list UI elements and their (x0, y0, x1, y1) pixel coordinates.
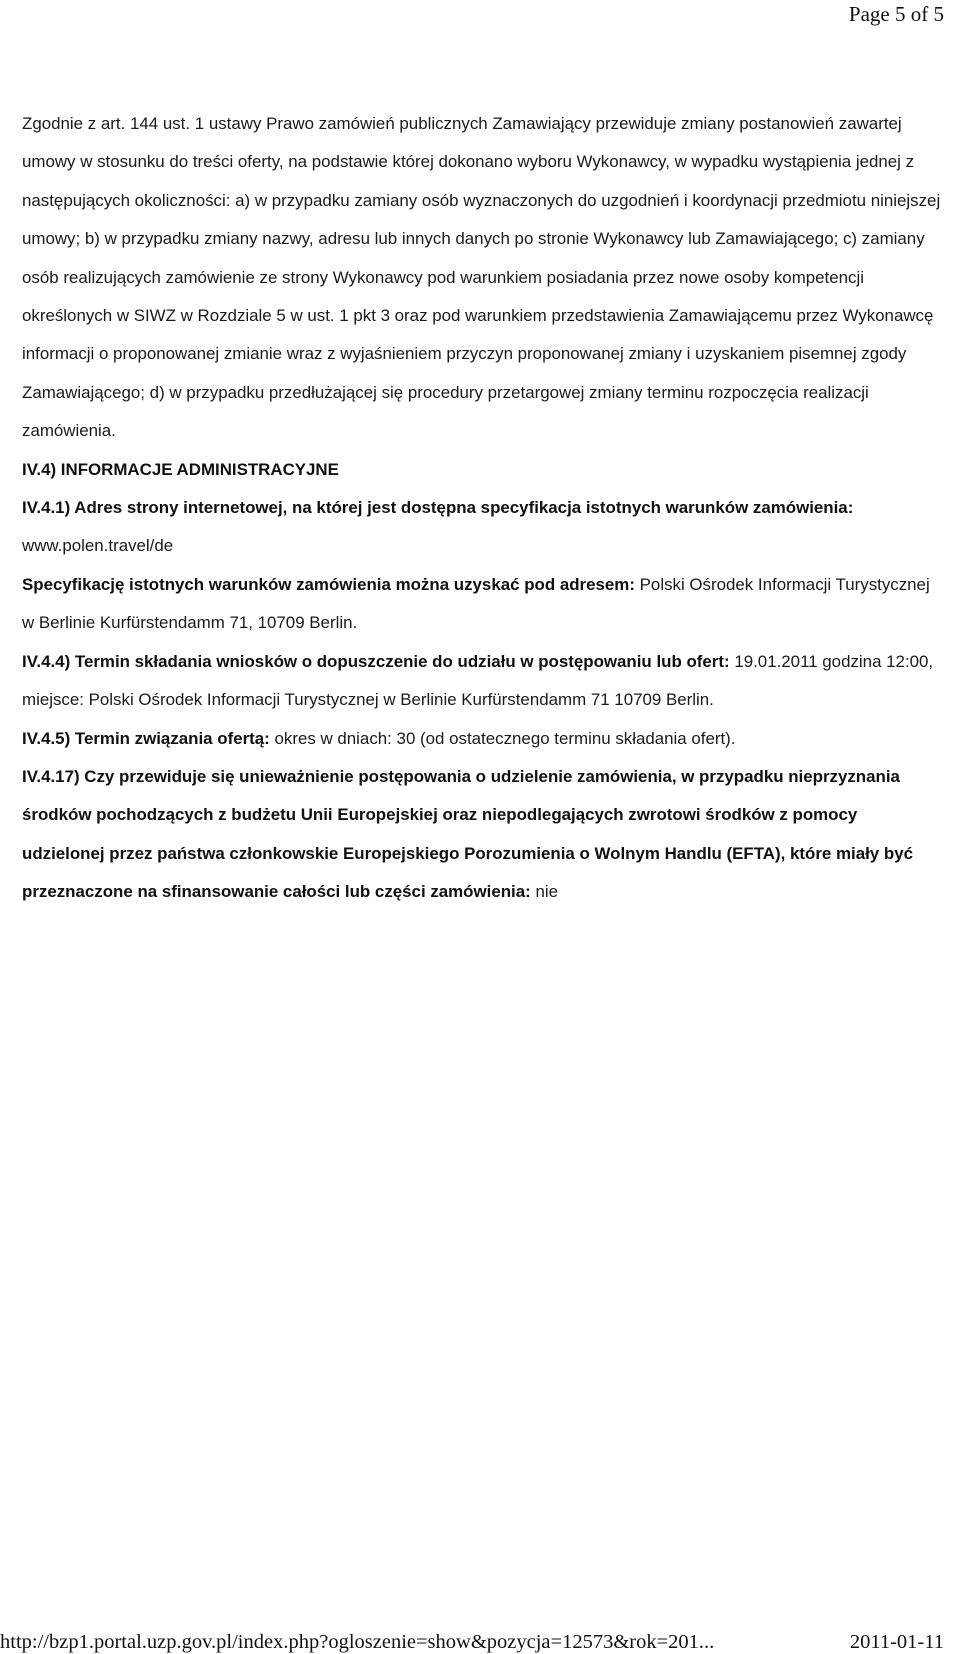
item-4-5 (22, 720, 944, 758)
specification-label: Specyfikację istotnych warunków zamówienia można uzyskać pod adresem: (22, 574, 635, 594)
section-heading (22, 451, 944, 489)
item-4-17-label: IV.4.17) Czy przewiduje się unieważnienie postępowania o udzielenie zamówienia, w przypadku nieprzyznania środków pochodzących z budżetu Unii Europejskiej oraz niepodlegających zwrotowi środków z pomocy udzielonej przez państwa członkowskie Europejskiego Porozumienia o Wolnym Handlu (EFTA), które miały być przeznaczone na sfinansowanie całości lub części zamówienia: (22, 766, 913, 902)
item-4-1 (22, 489, 944, 566)
item-4-5-label: IV.4.5) Termin związania ofertą: (22, 728, 270, 748)
footer-url: http://bzp1.portal.uzp.gov.pl/index.php?ogloszenie=show&pozycja=12573&rok=201... (0, 1631, 715, 1653)
section-heading-text: IV.4) INFORMACJE ADMINISTRACYJNE (22, 459, 339, 479)
item-4-5-value: okres w dniach: 30 (od ostatecznego terminu składania ofert). (269, 728, 736, 748)
specification-value: Polski Ośrodek Informacji Turystycznej w Berlinie Kurfürstendamm 71, 10709 Berlin. (22, 574, 930, 633)
footer-date: 2011-01-11 (849, 1631, 944, 1653)
page-number: Page 5 of 5 (848, 2, 944, 26)
item-4-4-label: IV.4.4) Termin składania wniosków o dopuszczenie do udziału w postępowaniu lub ofert: (22, 651, 730, 671)
document-body (22, 105, 944, 912)
item-4-17-value: nie (530, 882, 558, 902)
intro-paragraph: Zgodnie z art. 144 ust. 1 ustawy Prawo zamówień publicznych Zamawiający przewiduje zmiany postanowień zawartej umowy w stosunku do treści oferty, na podstawie której dokonano wyboru Wykonawcy, w wypadku wystąpienia jednej z następujących okoliczności: a) w przypadku zamiany osób wyznaczonych do uzgodnień i koordynacji przedmiotu niniejszej umowy; b) w przypadku zmiany nazwy, adresu lub innych danych po stronie Wykonawcy lub Zamawiającego; c) zamiany osób realizujących zamówienie ze strony Wykonawcy pod warunkiem posiadania przez nowe osoby kompetencji określonych w SIWZ w Rozdziale 5 w ust. 1 pkt 3 oraz pod warunkiem przedstawienia Zamawiającemu przez Wykonawcę informacji o proponowanej zmianie wraz z wyjaśnieniem przyczyn proponowanej zmiany i uzyskaniem pisemnej zgody Zamawiającego; d) w przypadku przedłużającej się procedury przetargowej zmiany terminu rozpoczęcia realizacji zamówienia. (22, 114, 941, 441)
item-4-1-value: www.polen.travel/de (22, 536, 174, 556)
item-4-17 (22, 758, 944, 912)
item-4-1-label: IV.4.1) Adres strony internetowej, na której jest dostępna specyfikacja istotnych warunków zamówienia: (22, 498, 854, 518)
specification-item (22, 566, 944, 643)
item-4-4 (22, 643, 944, 720)
item-4-4-value: 19.01.2011 godzina 12:00, miejsce: Polski Ośrodek Informacji Turystycznej w Berlinie Kurfürstendamm 71 10709 Berlin. (22, 651, 934, 710)
